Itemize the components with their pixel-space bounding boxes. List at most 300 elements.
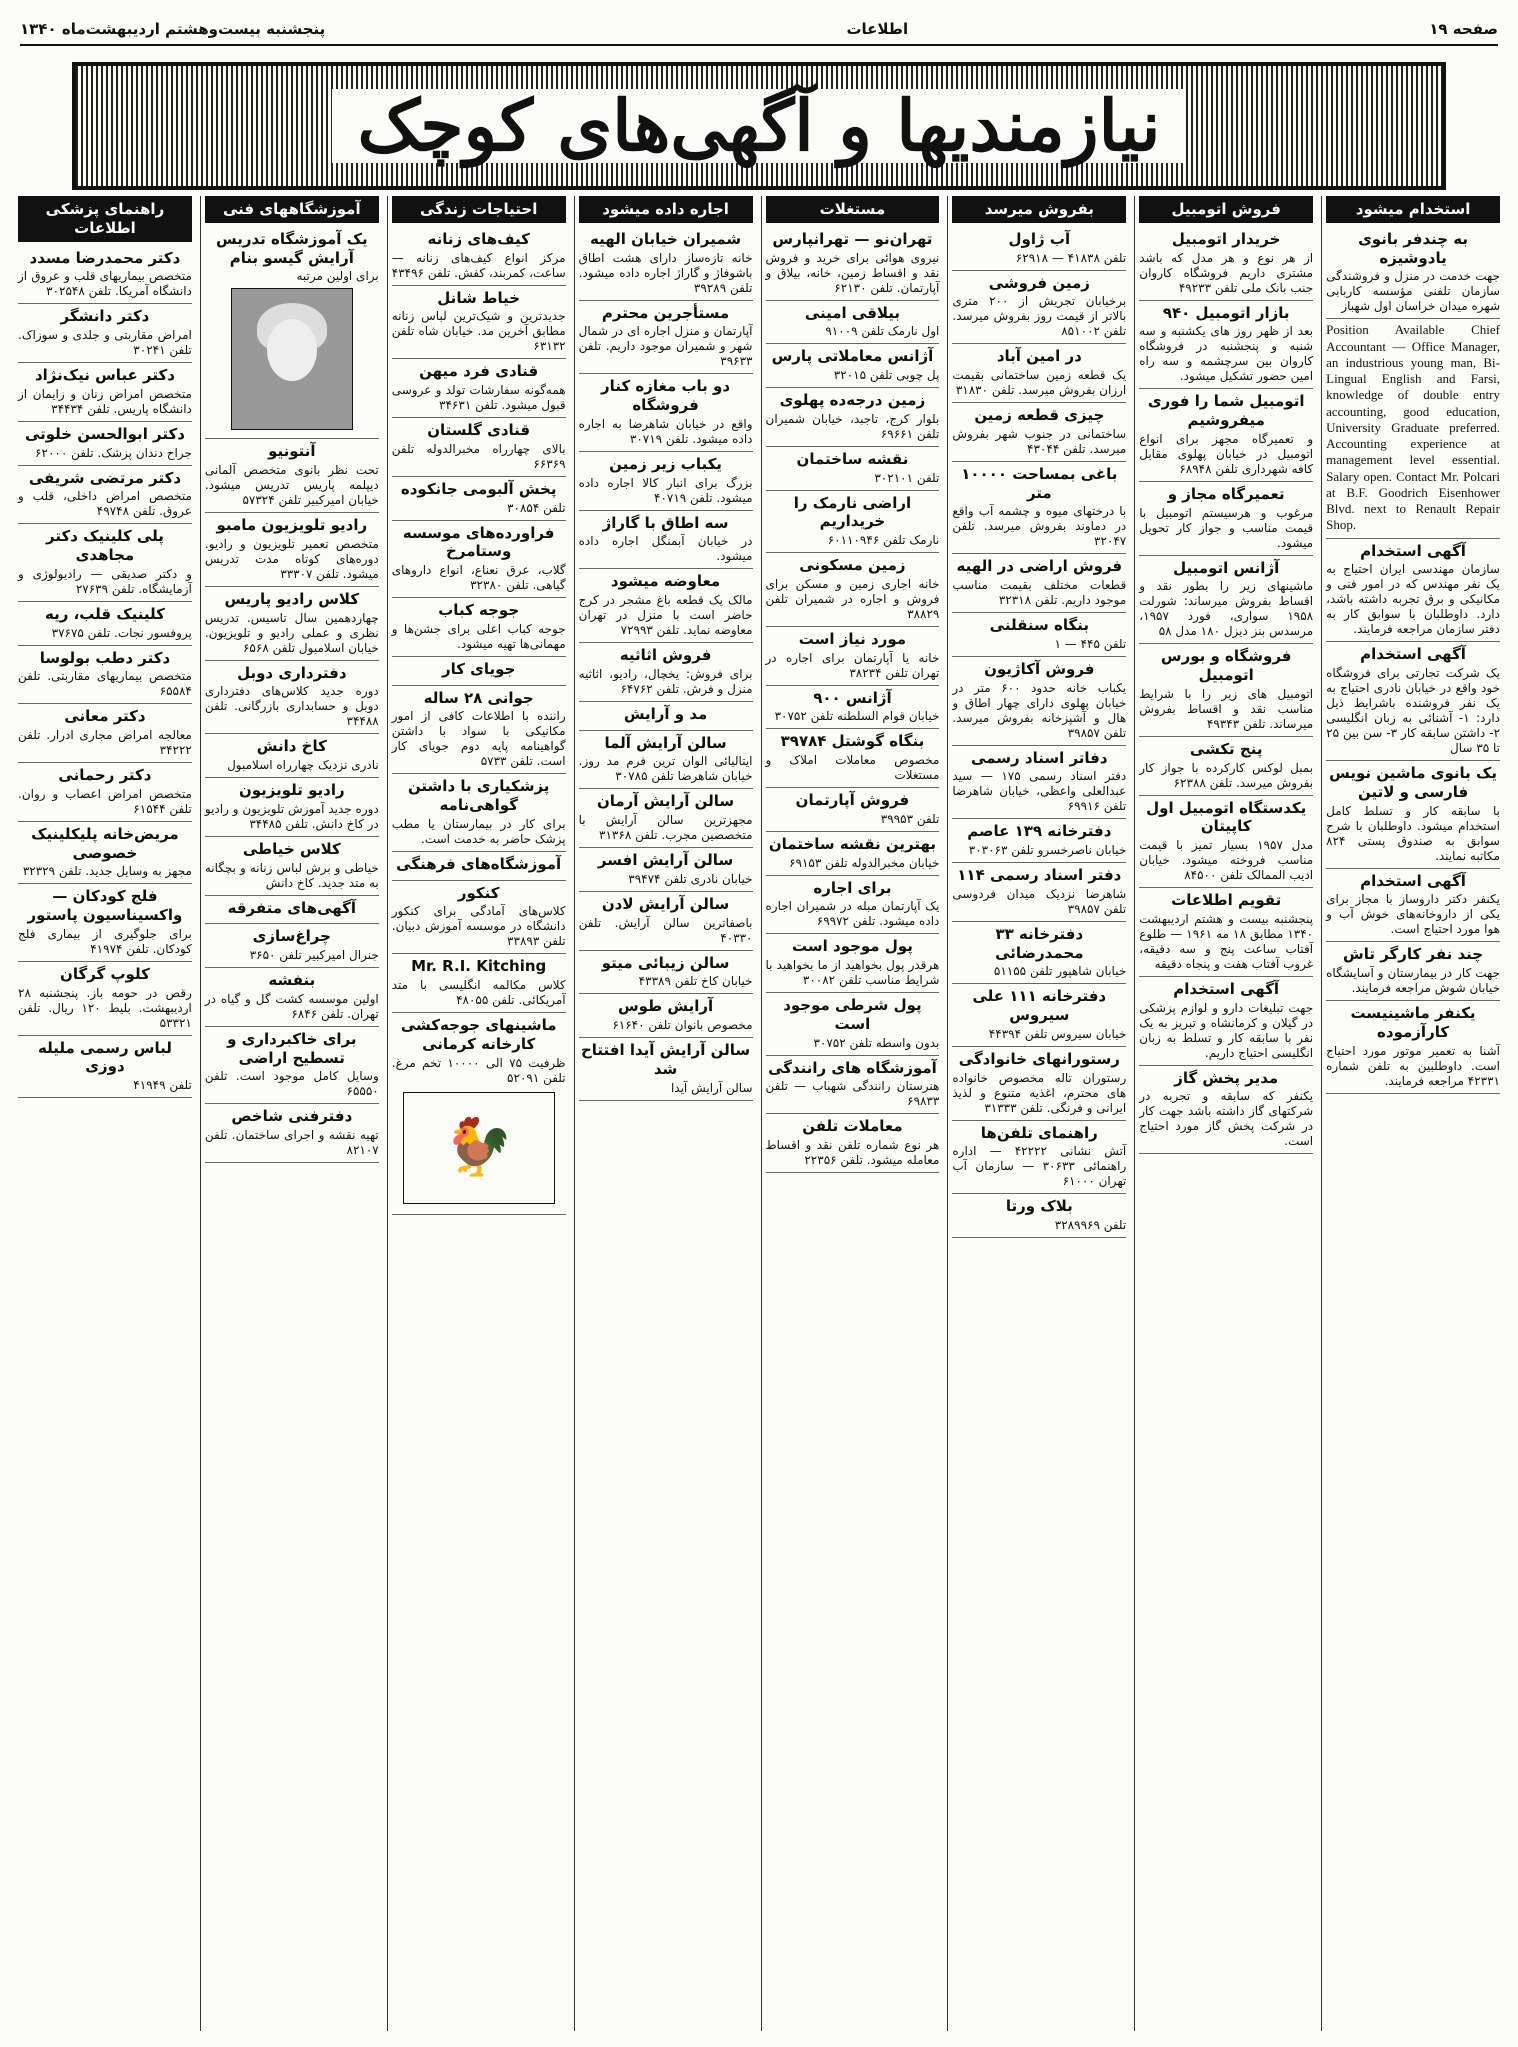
classified-ad [205,968,379,1027]
classified-ad [392,686,566,775]
ad-title: پزشکیاری با داشتن گواهی‌نامه [407,777,550,814]
ad-title: تقویم اطلاعات [1171,891,1282,909]
ad-title: آگهی‌های متفرقه [227,898,357,917]
ad-text: رقص در حومه باز. پنجشنبه ۲۸ اردیبهشت. بلیط ۱۲۰ ریال. تلفن ۵۳۳۲۱ [18,985,192,1030]
ad-text: جدیدترین و شیک‌ترین لباس زنانه مطابق آخرین مد. خیابان شاه تلفن ۶۳۱۳۲ [391,309,566,354]
classified-ad [205,587,379,661]
ad-text: خیاطی و برش لباس زنانه و بچگانه به متد جدید. کاخ دانش [204,860,379,890]
ad-title: در امین آباد [996,347,1082,366]
ad-text: برای اولین مرتبه [296,269,379,284]
ad-title: راهنمای تلفن‌ها [980,1123,1098,1142]
ad-title: جوجه کباب [438,601,520,619]
classified-ad [1139,796,1313,889]
classified-ad [205,778,379,837]
ad-title: آگهی استخدام [1360,871,1466,890]
ad-text: خانه اجاری زمین و مسکن برای فروش و اجاره در شمیران تلفن ۳۸۸۲۹ [765,576,940,621]
ad-text: دفتر اسناد رسمی ۱۷۵ — سید عبدالعلی واعظی، خیابان شاهرضا تلفن ۶۹۹۱۶ [952,769,1127,814]
ad-text: مدل ۱۹۵۷ بسیار تمیز با قیمت مناسب فروخته میشود. خیابان ادیب الممالک تلفن ۸۴۵۰۰ [1139,838,1314,882]
ad-title: سالن آرایش آرمان [596,792,735,811]
classified-ad [579,789,753,848]
ad-text: خانه تازه‌ساز دارای هشت اطاق باشوفاژ و گاراژ اجاره داده میشود. تلفن ۳۹۲۸۹ [578,250,753,295]
ad-title: سه اطاق با گاراژ [602,513,729,532]
ad-text: اول نارمک تلفن ۹۱۰۰۹ [825,324,940,339]
column-1 [1321,196,1504,2031]
ad-text: آتش نشانی ۴۲۲۲۲ — اداره راهنمائی ۳۰۶۳۳ — سازمان آب تهران ۶۱۰۰۰ [952,1144,1127,1189]
classified-ad [18,246,192,305]
ad-text: سالن آرایش آیدا [670,1080,753,1095]
ad-text: جوجه کباب اعلی برای جشن‌ها و مهمانی‌ها تهیه میشود. [391,621,566,651]
classified-ad [952,462,1126,555]
ad-title: خیاط شانل [437,288,521,307]
ad-text: بمبل لوکس کارکرده با جواز کار بفروش میرسد. تلفن ۶۲۳۸۸ [1139,760,1314,790]
ad-text: پنجشنبه بیست و هشتم اردیبهشت ۱۳۴۰ مطابق ۱۸ مه ۱۹۶۱ — طلوع آفتاب ساعت پنج و سه دقیقه، غروب آفتاب هفت و پنجاه دقیقه [1139,911,1314,971]
classified-ad [766,388,940,447]
ad-title: پنج تکشی [1189,739,1263,758]
classified-ad [952,344,1126,403]
classified-ad [579,731,753,790]
ad-text: متخصص امراض داخلی، قلب و عروق. تلفن ۴۹۷۴۸ [18,489,192,519]
classified-ad [579,643,753,702]
ad-text: یک آپارتمان مبله در شمیران اجاره داده میشود. تلفن ۶۹۹۷۲ [765,899,940,929]
ad-title: دفترخانه ۳۳ محمدرضائی [995,924,1084,962]
classified-ad [1139,301,1313,390]
ad-title: کلاس خیاطی [242,839,341,858]
classified-ad [1139,977,1313,1066]
ad-title: بهترین نقشه ساختمان [768,834,937,853]
classified-ad [205,734,379,778]
column-7 [200,196,383,2031]
ad-text: کلاس مکالمه انگلیسی با متد آمریکائی. تلفن ۴۸۰۵۵ [391,978,566,1007]
classified-ad [392,477,566,521]
ad-title: فروش آپارتمان [795,791,910,809]
ad-text: ساختمانی در جنوب شهر بفروش میرسد. تلفن ۴۳۰۴۴ [952,426,1127,456]
column-5 [574,196,757,2031]
ad-text: مالک یک قطعه باغ مشجر در کرج حاضر است با منزل در تهران معاوضه نماید. تلفن ۷۲۹۹۳ [578,593,753,637]
ad-title: برای اجاره [813,878,892,897]
classified-ad [766,832,940,876]
ad-text: قطعات مختلف بقیمت مناسب موجود داریم. تلفن ۳۲۳۱۸ [952,578,1127,607]
ad-text: تحت نظر بانوی متخصص آلمانی دیپلمه پاریس تدریس میشود. خیابان امیرکبیر تلفن ۵۷۳۲۴ [204,463,379,507]
classified-ad [766,729,940,788]
classified-ad [392,227,566,286]
classified-ad [1326,319,1500,538]
ad-title: آگهی استخدام [1360,645,1466,664]
ad-title: کلاس رادیو پاریس [224,589,360,608]
classified-ad [1326,642,1500,761]
ad-title: دکتر عباس نیک‌نژاد [34,366,175,384]
ad-title: آگهی استخدام [1360,541,1466,560]
ad-text: آشنا به تعمیر موتور مورد احتیاج است. داوطلبین به تلفن شماره ۴۲۳۳۱ مراجعه فرمایند. [1326,1043,1500,1088]
ad-title: زمین مسکونی [799,556,906,574]
classified-ad [205,227,379,440]
ad-title: کنکور [457,883,500,902]
classified-ad [18,1036,192,1099]
ad-text: خیابان سیروس تلفن ۴۴۳۹۴ [988,1026,1127,1041]
classified-ad [766,876,940,935]
ad-title: یک آموزشگاه تدریس آرایش گیسو بنام [215,229,368,267]
ad-text: نارمک تلفن ۶۰۱۱۰۹۴۶ [827,533,940,547]
ad-title: بنفشه [268,971,316,989]
ad-text: خیابان نادری تلفن ۳۹۴۷۴ [628,871,753,886]
ad-title: جوانی ۲۸ ساله [423,688,534,707]
ad-title: پخش آلبومی جانکوده [400,479,557,498]
ad-title: دکتر دطب بولوسا [39,648,171,667]
ad-text: هر نوع شماره تلفن نقد و اقساط معامله میشود. تلفن ۲۲۳۵۶ [765,1138,940,1167]
classified-ad [1326,942,1500,1001]
ad-text: همه‌گونه سفارشات تولد و عروسی قبول میشود. تلفن ۳۴۶۳۱ [391,383,566,412]
ad-text: تلفن ۳۰۸۵۴ [507,500,566,515]
ad-title: آژانس اتومبیل [1173,558,1280,577]
classified-ad [392,657,566,686]
masthead [72,62,1446,190]
ad-title: چیزی قطعه زمین [974,406,1105,424]
ad-title: باغی بمساحت ۱۰۰۰۰ متر [961,464,1118,502]
classified-ad [952,922,1126,985]
ad-text: خیابان قوام السلطنه تلفن ۳۰۷۵۲ [774,709,940,724]
classified-ad [952,613,1126,657]
classified-ad [205,439,379,513]
classified-ad [579,301,753,375]
ad-text: از هر نوع و هر مدل که باشد مشتری داریم فروشگاه کاروان جنب بانک ملی تلفن ۴۹۲۳۳ [1139,250,1314,295]
ad-title: نقشه ساختمان [796,449,909,468]
ad-text: مرغوب و هرسیستم اتومبیل با قیمت مناسب و جواز کار تحویل میشود. [1139,505,1314,550]
ad-text: اتومبیل های زیر را با شرایط مناسب نقد و اقساط بفروش میرساند. تلفن ۴۹۳۴۳ [1139,686,1314,731]
ad-title: جویای کار [441,659,516,678]
ad-text: برای کار در بیمارستان یا مطب پزشک حاضر به خدمت است. [391,816,566,846]
rooster-icon: 🐓 [403,1092,555,1204]
classified-ad [579,848,753,892]
classified-ad [1139,227,1313,301]
ad-text: وسایل کامل موجود است. تلفن ۶۵۵۵۰ [204,1069,379,1099]
classified-ad [766,447,940,491]
classified-ad [1139,644,1313,737]
classified-ad [392,286,566,360]
ad-title: به چندفر بانوی یادوشیزه [1358,229,1469,267]
ad-text: جهت خدمت در منزل و فروشندگی سازمان تلفنی مؤسسه کاربابی شهره میدان خراسان اول شهباز [1326,269,1500,314]
ad-title: بیلاقی امینی [804,303,901,322]
ad-title: چند نفر کارگر تاش [1343,945,1484,964]
ad-title: آرایش طوس [617,997,714,1016]
classified-ad [18,646,192,705]
classified-ad [579,569,753,643]
woman-portrait-image [231,288,353,430]
classified-ad [952,554,1126,613]
classified-ad [392,598,566,657]
classified-ad [18,763,192,822]
ad-text: یک قطعه زمین ساختمانی بقیمت ارزان بفروش میرسد. تلفن ۳۱۸۳۰ [952,368,1127,397]
classified-ad [579,994,753,1038]
ad-title: قنادی گلستان [427,421,531,439]
classified-ad [18,524,192,602]
column-heading: استخدام میشود [1326,196,1500,223]
classified-ad [18,304,192,363]
ad-title: پول شرطی موجود است [783,996,922,1033]
classified-ad [1326,539,1500,643]
ad-title: قنادی فرد میهن [419,362,539,381]
ad-text: برخیابان تجریش از ۲۰۰ متری بالاتر از قیمت روز بفروش میرسد. تلفن ۸۵۱۰۰۲ [952,294,1127,339]
column-heading: بفروش میرسد [952,196,1126,223]
ad-title: لباس رسمی مليله دوزی [37,1038,172,1076]
ad-title: فروشگاه و بورس اتومبیل [1160,647,1292,684]
classified-ad [766,686,940,730]
classified-ad [18,822,192,885]
column-2 [1134,196,1317,2031]
ad-text: مجهزترین سالن آرایش با متخصصین مجرب. تلفن ۳۱۳۶۸ [578,813,753,842]
ad-title: معاملات تلفن [802,1117,903,1136]
ad-text: تهیه نقشه و اجرای ساختمان. تلفن ۸۲۱۰۷ [204,1128,379,1157]
ad-title: مستأجرین محترم [601,303,730,322]
ad-text: مرکز انواع کیف‌های زنانه — ساعت، کمربند، کفش. تلفن ۴۳۴۹۶ [391,250,566,280]
classified-ad [766,553,940,627]
classified-ad [952,1194,1126,1238]
ad-text: با سابقه کار و تسلط کامل استخدام میشود. داوطلبان با شرح سوابق به صندوق پستی ۸۲۴ مکاتبه نمایند. [1326,803,1500,863]
classified-ad [952,1047,1126,1121]
ad-title: پول موجود است [792,937,913,956]
classified-ad [1326,869,1500,943]
ad-title: فلج کودکان — واکسیناسیون پاستور [27,887,183,924]
ad-title: آژانس معاملاتی پارس [771,347,934,366]
ad-text: هنرستان رانندگی شهباب — تلفن ۶۹۸۳۳ [765,1079,940,1109]
column-heading: مستغلات [766,196,940,223]
ad-title: رستورانهای خانوادگی [958,1049,1120,1068]
ad-text: جهت تبلیغات دارو و لوازم پزشکی در گیلان و کرمانشاه و تبریز به یک نفر با سابقه کار و تسلط به زبان انگلیسی احتیاج داریم. [1139,1000,1314,1060]
ad-text: چهاردهمین سال تاسیس. تدریس نظری و عملی رادیو و تلویزیون. خیابان اسلامبول تلفن ۶۵۶۸ [204,610,379,655]
classified-ad [1139,556,1313,645]
ad-text: برای فروش: یخچال، رادیو، اثاثیه منزل و فرش. تلفن ۶۴۷۶۲ [578,666,753,696]
classified-ad [205,837,379,896]
classified-ad [766,301,940,345]
ad-title: بلاک ورتا [1005,1197,1073,1216]
classified-ad [1326,761,1500,869]
ad-text: خانه یا آپارتمان برای اجاره در تهران تلفن ۳۸۲۳۴ [765,650,940,680]
ad-text: تلفن ۴۴۵ — ۱ [1054,636,1127,651]
classified-ad [952,271,1126,345]
ad-title: سالن آرایش لادن [601,894,730,913]
ad-text: نادری نزدیک چهارراه اسلامبول [227,758,379,772]
column-4 [761,196,944,2031]
ad-text: متخصص امراض اعصاب و روان. تلفن ۶۱۵۴۴ [18,786,192,816]
ad-text: بزرگ برای انبار کالا اجاره داده میشود. تلفن ۴۰۷۱۹ [578,475,753,505]
ad-text: برای جلوگیری از بیماری فلج کودکان. تلفن ۴۱۹۷۴ [18,926,192,956]
ad-title: فروش آکاژیون [984,659,1095,678]
classified-ad [392,1013,566,1215]
ad-text: خیابان مخبرالدوله تلفن ۶۹۱۵۳ [789,855,940,870]
ad-text: پل چوبی تلفن ۳۲۰۱۵ [833,368,940,382]
ad-title: دفترفنی شاخص [231,1107,353,1126]
classified-ad [579,452,753,511]
ad-text: دوره جدید کلاس‌های دفترداری دوبل و حسابداری بازرگانی. تلفن ۳۴۴۸۸ [204,684,379,729]
ad-title: دفترخانه ۱۱۱ علی سیروس [972,987,1107,1024]
ad-title: سالن آرایش افسر [597,851,734,869]
ad-text: یک شرکت تجارتی برای فروشگاه خود واقع در خیابان نادری احتیاج به یک نفر فروشنده باشرایط ذیل دارد: ۱- آشنائی به زبان انگلیسی ۲- داشتن سابقه کار ۳- سن بین ۲۵ تا ۳۵ سال [1326,666,1501,755]
ad-title: تعمیرگاه مجاز و [1167,484,1285,503]
ad-title: دکتر رحمانی [58,766,152,784]
ad-title: یکدستگاه اتومبیل اول کاپیتان [1146,798,1307,836]
column-heading: اجاره داده میشود [579,196,753,223]
classified-ad [766,627,940,686]
ad-title: یکباب زیر زمین [609,454,722,473]
ad-title: کاخ دانش [256,737,327,756]
ad-title: فراورده‌های موسسه وستامرخ [402,523,555,561]
ad-text: پروفسور نجات. تلفن ۳۷۶۷۵ [51,625,192,640]
classified-ad [392,774,566,852]
classified-ad [766,1056,940,1115]
ad-title: آب ژاول [1008,229,1071,248]
classified-ad [1326,227,1500,320]
ad-title: آگهی استخدام [1173,979,1280,998]
ad-text: ماشینهای زیر را بطور نقد و اقساط بفروش میرساند: شورلت ۱۹۵۸ سواری، فورد ۱۹۵۷، مرسدس بنز دیزل ۱۸۰ مدل ۵۸ [1139,579,1314,639]
ad-title: دو باب مغازه کنار فروشگاه [601,377,731,414]
ad-text: یکنفر دکتر داروساز با مجاز برای یکی از داروخانه‌های خوش آب و هوا مورد احتیاج است. [1326,892,1500,937]
classified-ad [766,993,940,1056]
classified-ad [205,513,379,587]
classified-ad [1139,482,1313,556]
column-heading: راهنمای پزشکی اطلاعات [18,196,192,242]
ad-title: دکتر معانی [64,707,146,726]
classified-ad [766,1114,940,1173]
classified-ad [392,954,566,1013]
ad-title: یک بانوی ماشین نویس فارسی و لاتین [1329,764,1497,801]
ad-title: مدیر پخش گاز [1174,1068,1279,1087]
section-title: نیازمندیها و آگهی‌های کوچک [332,89,1187,163]
ad-text: رستوران تاله مخصوص خانواده های محترم، اغذیه متنوع و لذیذ ایرانی و فرنگی. تلفن ۳۱۳۳۳ [952,1070,1127,1115]
ad-text: بالای چهارراه مخبرالدوله تلفن ۶۶۳۶۹ [391,441,566,471]
ad-text: یکباب خانه حدود ۶۰۰ متر در خیابان پهلوی دارای چهار اطاق و هال و آشپزخانه بفروش میرسد. تلفن ۳۹۸۵۷ [952,680,1127,740]
ad-title: دکتر محمدرضا مسدد [29,248,181,267]
ad-text: آپارتمان و منزل اجاره ای در شمال شهر و شمیران موجود داریم. تلفن ۳۹۶۳۳ [578,324,753,369]
classified-ad [952,1121,1126,1195]
ad-title: برای خاکبرداری و تسطیح اراضی [227,1029,357,1067]
ad-text: بعد از ظهر روز های یکشنبه و سه شنبه و پنجشنبه در فروشگاه کاروان بین سرچشمه و سه راه امین حضور تشکیل میشود. [1139,324,1314,384]
classified-ad [952,657,1126,746]
ad-title: سالن آرایش آلما [604,733,727,752]
ad-title: بنگاه گوشتل ۳۹۷۸۴ [780,732,925,751]
classified-ad [18,422,192,466]
ad-text: تلفن ۳۲۸۹۹۶۹ [1054,1218,1127,1232]
ad-text: متخصص بیماریهای مقاربتی. تلفن ۶۵۵۸۴ [18,669,192,699]
ad-text: باصفاترین سالن آرایش. تلفن ۴۰۳۳۰ [578,915,753,945]
column-6 [387,196,570,2031]
ad-text: تلفن ۳۰۲۱۰۱ [874,470,940,485]
classified-ad [579,702,753,731]
ad-text: مخصوص معاملات املاک و مستغلات [765,753,940,782]
classified-ad [18,884,192,962]
classified-ad [579,374,753,452]
classified-ad [18,704,192,763]
classified-ad [205,1027,379,1105]
ad-title: بازار اتومبیل ۹۴۰ [1162,303,1290,322]
ad-title: فروش اثاثیه [619,646,712,664]
ad-text: شاهرضا نزدیک میدان فردوسی تلفن ۳۹۸۵۷ [952,886,1127,916]
ad-text: امراض مقاربتی و جلدی و سوزاک. تلفن ۳۰۲۴۱ [18,328,192,357]
ad-text: معالجه امراض مجاری ادرار. تلفن ۳۴۲۲۲ [18,728,192,757]
issue-date: پنجشنبه بیست‌وهشتم اردیبهشت‌ماه ۱۳۴۰ [20,20,326,38]
newspaper-name: اطلاعات [846,20,909,38]
column-3 [947,196,1130,2031]
classified-ad [1139,1066,1313,1155]
ad-text: هرقدر پول بخواهید از ما بخواهید با شرایط مناسب تلفن ۳۰۰۸۲ [765,958,940,987]
ad-title: کیف‌های زنانه [427,229,530,248]
ad-text: خیابان کاخ تلفن ۴۳۳۸۹ [638,974,753,989]
ad-text: ایتالیائی الوان ترین فرم مد روز. خیابان شاهرضا تلفن ۳۰۷۸۵ [578,754,753,784]
classified-ad [952,819,1126,863]
ad-title: دکتر مرتضی شریفی [28,468,182,487]
ad-title: دفترخانه ۱۳۹ عاصم [967,822,1112,841]
ad-text: و تعمیرگاه مجهز برای انواع اتومبیل در خیابان پهلوی مقابل کافه شهرداری تلفن ۶۸۹۴۸ [1139,431,1314,476]
ad-title: فروش اراضی در الهیه [956,557,1123,576]
ad-title: ماشینهای جوجه‌کشی کارخانه کرمانی [400,1016,557,1053]
classified-ad [1326,1001,1500,1094]
classified-ad [579,1038,753,1101]
classified-ad [392,418,566,477]
ad-text: راننده با اطلاعات کافی از امور مکانیکی با سواد با داشتن گواهینامه پایه دوم جویای کار است. تلفن ۵۷۳۳ [391,709,566,769]
ad-text: کلاس‌های آمادگی برای کنکور دانشگاه در موسسه آموزش دبیان. تلفن ۳۳۸۹۳ [391,904,566,949]
ad-title: آژانس ۹۰۰ [813,688,892,707]
ad-text: تلفن ۳۹۹۵۳ [880,811,940,826]
classified-ad [1139,737,1313,796]
ad-title: مریض‌خانه پلیکلینیک خصوصی [31,824,179,862]
ad-text: با درختهای میوه و چشمه آب واقع در دماوند بفروش میرسد. تلفن ۳۲۰۴۷ [952,504,1127,549]
ad-text: بدون واسطه تلفن ۳۰۷۵۲ [813,1035,940,1050]
ad-text: ظرفیت ۷۵ الی ۱۰۰۰۰ تخم مرغ. تلفن ۵۲۰۹۱ [391,1055,566,1085]
ad-title: آموزشگاه های رانندگی [768,1058,937,1077]
classified-ad [205,1104,379,1163]
ad-title: شمیران خیابان الهیه [589,229,742,248]
ad-text: جنرال امیرکبیر تلفن ۳۶۵۰ [249,948,379,962]
ad-text: نیروی هوائی برای خرید و فروش نقد و اقساط زمین، خانه، بیلاق و آپارتمان. تلفن ۶۲۱۳۰ [765,250,940,295]
ad-text: اولین موسسه کشت گل و گیاه در تهران. تلفن ۶۸۴۶ [204,991,379,1021]
classified-ad [952,746,1126,820]
ad-title: اراضی نارمک را خریداریم [793,493,912,531]
classified-ad [952,863,1126,922]
column-heading: احتیاجات زندگی [392,196,566,223]
column-heading: فروش اتومبیل [1139,196,1313,223]
ad-title: رادیو تلویزیون [238,781,345,799]
classified-ad [205,661,379,735]
classified-ad [952,403,1126,462]
classified-ad [766,491,940,554]
classified-ad [766,227,940,301]
ad-text: سازمان مهندسی ایران احتیاج به یک نفر مهندس که در امور فنی و مکانیکی و برق تجربه داشته باشد، دارد. داوطلبان با سوابق کار به دفتر سازمان مراجعه فرمایند. [1326,562,1500,637]
classified-ad [579,511,753,570]
classified-columns [14,196,1504,2031]
ad-title: بنگاه سنقلنی [989,616,1089,634]
classified-ad [579,892,753,951]
ad-text: در خیابان آبمنگل اجاره داده میشود. [578,534,753,564]
classified-ad [205,896,379,925]
ad-text: یکنفر که سابقه و تجربه در شرکتهای گاز داشته باشد جهت کار در شرکت پخش گاز مورد احتیاج است. [1139,1089,1314,1149]
column-heading: آموزشگاههای فنی [205,196,379,223]
ad-title: دفاتر اسناد رسمی [971,748,1108,767]
ad-text: واقع در خیابان شاهرضا به اجاره داده میشود. تلفن ۳۰۷۱۹ [578,416,753,446]
ad-title: دفتر اسناد رسمی ۱۱۴ [957,866,1122,884]
ad-text: مخصوص بانوان تلفن ۶۱۶۴۰ [612,1018,753,1032]
classified-ad [18,962,192,1036]
ad-text: بلوار کرج، تاجبد، خیابان شمیران تلفن ۶۹۶۶۱ [765,411,940,441]
ad-title: رادیو تلویزیون مامبو [216,516,368,534]
ad-text: Position Available Chief Accountant — Office Manager, an industrious young man, Bi-Lingual English and Farsi, knowledge of double entry accounting, good education, University Graduate preferred. Accounting experience at management level essential. Salary open. Contact Mr. Polcari at B.F. Goodrich Eisenhower Blvd. next to Renault Repair Shop. [1326,322,1500,533]
ad-text: مجهز به وسایل جدید. تلفن ۳۲۳۲۹ [22,864,192,879]
classified-ad [18,363,192,422]
ad-title: آنتونیو [268,442,316,461]
classified-ad [766,788,940,832]
ad-title: اتومبیل شما را فوری میفروشیم [1147,392,1305,429]
ad-text: تلفن ۴۱۸۳۸ — ۶۲۹۱۸ [1015,250,1127,265]
classified-ad [766,934,940,993]
ad-title: تهران‌نو — تهرانپارس [772,229,933,248]
ad-title: یکنفر ماشینیست کارآزموده [1350,1004,1476,1041]
ad-title: کلینیک قلب، ریه [44,604,165,623]
